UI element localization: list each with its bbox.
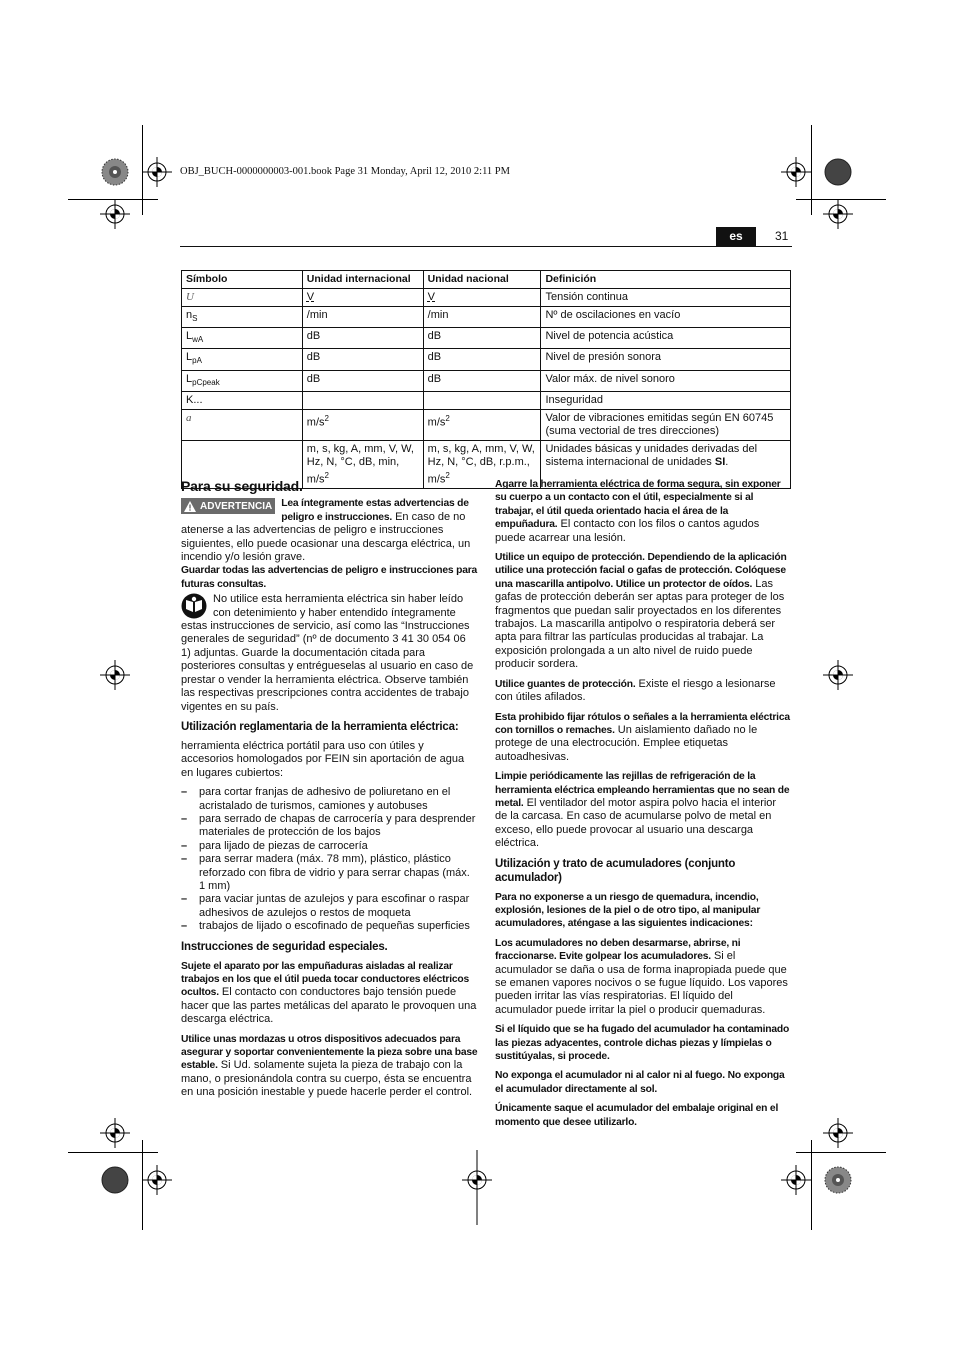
unit-text: dB bbox=[306, 330, 321, 343]
symbol-text: a bbox=[186, 411, 192, 424]
symbol-cell bbox=[182, 409, 303, 440]
paragraph-bold: Utilice un equipo de protección. Dependiendo de la aplicación utilice una protección facial o gafas de protección. Colóquese una mascarilla antipolvo. Utilice un protector de oídos. bbox=[495, 552, 787, 590]
list-item: – para serrar madera (máx. 78 mm), plástico, plástico reforzado con fibra de vidrio y para serrar chapas (máx. 1 mm) bbox=[181, 853, 478, 893]
definition-cell bbox=[541, 307, 791, 328]
national-unit-cell bbox=[423, 349, 541, 370]
table-header-cell: Símbolo bbox=[182, 271, 303, 289]
unit-text: m, s, kg, A, mm, V, W, Hz, N, °C, dB, min, m/s bbox=[306, 442, 414, 486]
list-item: – para cortar franjas de adhesivo de poliuretano en el acristalado de turismos, camiones y autobuses bbox=[181, 786, 478, 813]
paragraph-text: Las gafas de protección deberán ser aptas para proteger de los fragmentos que puedan salir proyectados en los diferentes trabajos. La mascarilla antipolvo o respiratoria deberá ser apta para filtrar las partículas producidas al trabajar. La exposición prolongada a un alto nivel de ruido puede producir sordera. bbox=[495, 577, 785, 671]
symbol-subscript: pA bbox=[192, 356, 202, 366]
national-unit-cell bbox=[423, 328, 541, 349]
paragraph bbox=[495, 891, 791, 931]
symbol-table bbox=[181, 270, 791, 489]
table-row bbox=[182, 409, 791, 440]
unit-superscript: 2 bbox=[324, 413, 329, 423]
read-manual-icon bbox=[181, 593, 207, 619]
paragraph-bold: No exponga el acumulador ni al calor ni al fuego. No exponga el acumulador directamente al sol. bbox=[495, 1070, 785, 1095]
color-target-icon bbox=[825, 1167, 851, 1193]
unit-text: dB bbox=[306, 351, 321, 364]
unit-text: /min bbox=[306, 309, 328, 321]
warning-triangle-icon bbox=[184, 501, 196, 512]
color-target-icon bbox=[102, 159, 128, 185]
intended-use-title: Utilización reglamentaria de la herramienta eléctrica: bbox=[181, 720, 459, 733]
international-unit-cell bbox=[302, 391, 423, 409]
paragraph-bold: Para no exponerse a un riesgo de quemadura, incendio, explosión, lesiones de la piel o de otro tipo, al manipular acumuladores, aténgase a las siguientes indicaciones: bbox=[495, 891, 761, 930]
page-number: 31 bbox=[775, 229, 789, 243]
paragraph-bold: Si el líquido que se ha fugado del acumulador ha contaminado las piezas adyacentes, controle dichas piezas y límpielas o sustitúyalas, si procede. bbox=[495, 1024, 790, 1063]
paragraph bbox=[495, 551, 791, 672]
unit-text: V bbox=[306, 291, 315, 303]
unit-text: dB bbox=[306, 372, 321, 385]
list-item: – para lijado de piezas de carrocería bbox=[181, 840, 478, 853]
keep-instructions: Guardar todas las advertencias de peligro e instrucciones para futuras consultas. bbox=[181, 565, 478, 590]
paragraph-bold: Utilice guantes de protección. bbox=[495, 678, 636, 690]
definition-text: Inseguridad bbox=[545, 393, 603, 406]
paragraph-text: Existe el riesgo a lesionarse con útiles afilados. bbox=[495, 677, 776, 704]
unit-text: /min bbox=[427, 309, 449, 321]
special-instructions-title: Instrucciones de seguridad especiales. bbox=[181, 940, 388, 953]
table-header-cell: Definición bbox=[541, 271, 791, 289]
unit-text: dB bbox=[427, 372, 442, 385]
registration-icon bbox=[100, 1118, 130, 1148]
registration-icon bbox=[781, 157, 811, 187]
list-item: – para vaciar juntas de azulejos y para escofinar o raspar adhesivos de azulejos o restos de moqueta bbox=[181, 893, 478, 920]
paragraph bbox=[495, 1102, 791, 1129]
symbol-cell bbox=[182, 349, 303, 370]
registration-icon bbox=[100, 660, 130, 690]
definition-text: Nº de oscilaciones en vacío bbox=[545, 309, 681, 321]
warning-text: En caso de no atenerse a las advertencias de peligro e instrucciones siguientes, ello puede ocasionar una descarga eléctrica, un incendio y/o lesión grave. bbox=[181, 510, 471, 564]
paragraph-text: El contacto con los filos o cantos agudos puede acarrear una lesión. bbox=[495, 518, 760, 544]
unit-superscript: 2 bbox=[324, 470, 329, 480]
table-row bbox=[182, 307, 791, 328]
paragraph-bold: Utilice unas mordazas u otros dispositivos adecuados para asegurar y soportar convenientemente la pieza sobre una base estable. bbox=[181, 1033, 478, 1072]
intended-use-list bbox=[181, 786, 478, 933]
table-header-cell: Unidad nacional bbox=[423, 271, 541, 289]
paragraph bbox=[495, 478, 791, 545]
international-unit-cell bbox=[302, 307, 423, 328]
registration-icon bbox=[142, 1165, 172, 1195]
right-column bbox=[495, 478, 791, 1135]
definition-text: Valor de vibraciones emitidas según EN 60745 (suma vectorial de tres direcciones) bbox=[545, 411, 774, 437]
definition-end: . bbox=[725, 455, 729, 468]
battery-section-title: Utilización y trato de acumuladores (conjunto acumulador) bbox=[495, 857, 736, 884]
unit-text: dB bbox=[427, 351, 442, 364]
symbol-cell bbox=[182, 391, 303, 409]
paragraph-bold: Únicamente saque el acumulador del embalaje original en el momento que desee utilizarlo. bbox=[495, 1103, 779, 1128]
symbol-text: L bbox=[186, 372, 193, 385]
national-unit-cell bbox=[423, 307, 541, 328]
table-row bbox=[182, 391, 791, 409]
definition-text: Tensión continua bbox=[545, 291, 629, 303]
symbol-text: n bbox=[186, 309, 193, 321]
list-item: – trabajos de lijado o escofinado de pequeñas superficies bbox=[181, 920, 478, 933]
paragraph-bold: Limpie periódicamente las rejillas de refrigeración de la herramienta eléctrica empleando herramientas que no sean de metal. bbox=[495, 771, 790, 809]
definition-text: Nivel de presión sonora bbox=[545, 351, 662, 364]
language-tab: es bbox=[716, 227, 756, 246]
symbol-subscript: pCpeak bbox=[192, 377, 220, 387]
unit-superscript: 2 bbox=[445, 413, 450, 423]
symbol-cell bbox=[182, 328, 303, 349]
national-unit-cell bbox=[423, 289, 541, 307]
paragraph-text: Un aislamiento dañado no le protege de una electrocución. Emplee etiquetas autoadhesivas. bbox=[495, 723, 758, 763]
paragraph-text: Si el acumulador se daña o usa de forma inapropiada puede que se emanen vapores nocivos o se fugue líquido. Los vapores pueden irritar las vías respiratorias. El líquido del acumulador puede irritar la piel o producir quemaduras. bbox=[495, 950, 788, 1016]
paragraph bbox=[495, 678, 791, 705]
table-header-cell: Unidad internacional bbox=[302, 271, 423, 289]
national-unit-cell bbox=[423, 370, 541, 391]
definition-cell bbox=[541, 391, 791, 409]
file-info-line: OBJ_BUCH-0000000003-001.book Page 31 Monday, April 12, 2010 2:11 PM bbox=[180, 166, 510, 177]
national-unit-cell bbox=[423, 409, 541, 440]
national-unit-cell bbox=[423, 391, 541, 409]
paragraph bbox=[495, 1023, 791, 1063]
warning-label: ADVERTENCIA bbox=[200, 500, 273, 512]
definition-bold: SI bbox=[714, 455, 726, 468]
symbol-text: U bbox=[186, 291, 194, 303]
color-target-icon bbox=[825, 159, 851, 185]
symbol-cell bbox=[182, 289, 303, 307]
color-target-icon bbox=[102, 1167, 128, 1193]
table-row bbox=[182, 370, 791, 391]
definition-cell bbox=[541, 409, 791, 440]
registration-icon bbox=[823, 199, 853, 229]
paragraph-text: Si Ud. solamente sujeta la pieza de trabajo con la mano, o presionándola contra su cuerpo, ésta se encuentra en una posición inestable y puede hacerle perder el control. bbox=[181, 1059, 473, 1099]
symbol-text: L bbox=[186, 351, 193, 364]
read-manual-paragraph bbox=[181, 593, 478, 714]
symbol-subscript: wA bbox=[192, 335, 204, 345]
symbol-subscript: S bbox=[192, 314, 198, 324]
definition-text: Valor máx. de nivel sonoro bbox=[545, 372, 675, 385]
paragraph bbox=[495, 1069, 791, 1096]
definition-cell bbox=[541, 328, 791, 349]
definition-text: Nivel de potencia acústica bbox=[545, 330, 674, 343]
international-unit-cell bbox=[302, 409, 423, 440]
unit-text: dB bbox=[427, 330, 442, 343]
unit-text: V bbox=[427, 291, 435, 303]
international-unit-cell bbox=[302, 370, 423, 391]
registration-icon bbox=[823, 1118, 853, 1148]
registration-icon bbox=[823, 660, 853, 690]
definition-cell bbox=[541, 370, 791, 391]
symbol-text: L bbox=[186, 330, 193, 343]
paragraph-text: El ventilador del motor aspira polvo hacia el interior de la carcasa. En caso de acumularse polvo de metal en exceso, ello puede provocar al usuario una descarga eléctrica. bbox=[495, 796, 777, 850]
symbol-cell bbox=[182, 307, 303, 328]
paragraph bbox=[181, 1033, 478, 1100]
table-row bbox=[182, 328, 791, 349]
unit-text: m/s bbox=[306, 416, 325, 429]
warning-paragraph bbox=[181, 497, 478, 564]
registration-icon bbox=[100, 199, 130, 229]
paragraph-bold: Esta prohibido fijar rótulos o señales a la herramienta eléctrica con tornillos o remaches. bbox=[495, 711, 790, 736]
unit-superscript: 2 bbox=[445, 470, 450, 480]
read-manual-text: No utilice esta herramienta eléctrica sin haber leído con detenimiento y haber entendido íntegramente estas instrucciones de servicio, así como las “Instrucciones generales de seguridad” (nº de documento 3 41 30 054 06 1) adjuntas. Guarde la documentación citada para posteriores consultas y entrégueselas al usuario en caso de prestar o vender la herramienta eléctrica. Observe también las respectivas prescripciones contra accidentes de trabajo vigentes en su país. bbox=[181, 593, 474, 713]
table-row bbox=[182, 349, 791, 370]
symbol-text: K... bbox=[186, 393, 203, 406]
header-rule bbox=[180, 246, 792, 247]
left-column bbox=[181, 478, 478, 1106]
table-row bbox=[182, 289, 791, 307]
warning-badge bbox=[181, 498, 275, 514]
paragraph bbox=[181, 960, 478, 1027]
paragraph-bold: Agarre la herramienta eléctrica de forma segura, sin exponer su cuerpo a un contacto con el útil, especialmente si al trabajar, el útil queda orientado hacia el área de la empuñadura. bbox=[495, 479, 781, 531]
international-unit-cell bbox=[302, 328, 423, 349]
list-item: – para serrado de chapas de carrocería y para desprender materiales de protección de los bajos bbox=[181, 813, 478, 840]
paragraph bbox=[495, 937, 791, 1017]
paragraph-text: El contacto con conductores bajo tensión puede hacer que las partes metálicas del aparato le provoquen una descarga eléctrica. bbox=[181, 986, 477, 1026]
unit-text: m/s bbox=[427, 416, 446, 429]
paragraph bbox=[495, 711, 791, 765]
warning-bold: Lea íntegramente estas advertencias de peligro e instrucciones. bbox=[281, 498, 469, 523]
unit-text: m, s, kg, A, mm, V, W, Hz, N, °C, dB, r.p.m., m/s bbox=[427, 442, 535, 486]
table-header-row bbox=[182, 271, 791, 289]
definition-cell bbox=[541, 289, 791, 307]
paragraph-bold: Los acumuladores no deben desarmarse, abrirse, ni fraccionarse. Evite golpear los acumuladores. bbox=[495, 937, 741, 963]
section-title: Para su seguridad. bbox=[181, 478, 303, 494]
registration-icon bbox=[142, 157, 172, 187]
symbol-cell bbox=[182, 370, 303, 391]
international-unit-cell bbox=[302, 349, 423, 370]
paragraph-bold: Sujete el aparato por las empuñaduras aisladas al realizar trabajos en los que el útil pueda tocar conductores eléctricos ocultos. bbox=[181, 960, 470, 999]
registration-icon bbox=[781, 1165, 811, 1195]
intended-use-text: herramienta eléctrica portátil para uso con útiles y accesorios homologados por FEIN sin aportación de agua en lugares cubiertos: bbox=[181, 739, 465, 779]
definition-cell bbox=[541, 349, 791, 370]
paragraph bbox=[495, 770, 791, 850]
international-unit-cell bbox=[302, 289, 423, 307]
definition-text: Unidades básicas y unidades derivadas del sistema internacional de unidades bbox=[545, 442, 758, 468]
